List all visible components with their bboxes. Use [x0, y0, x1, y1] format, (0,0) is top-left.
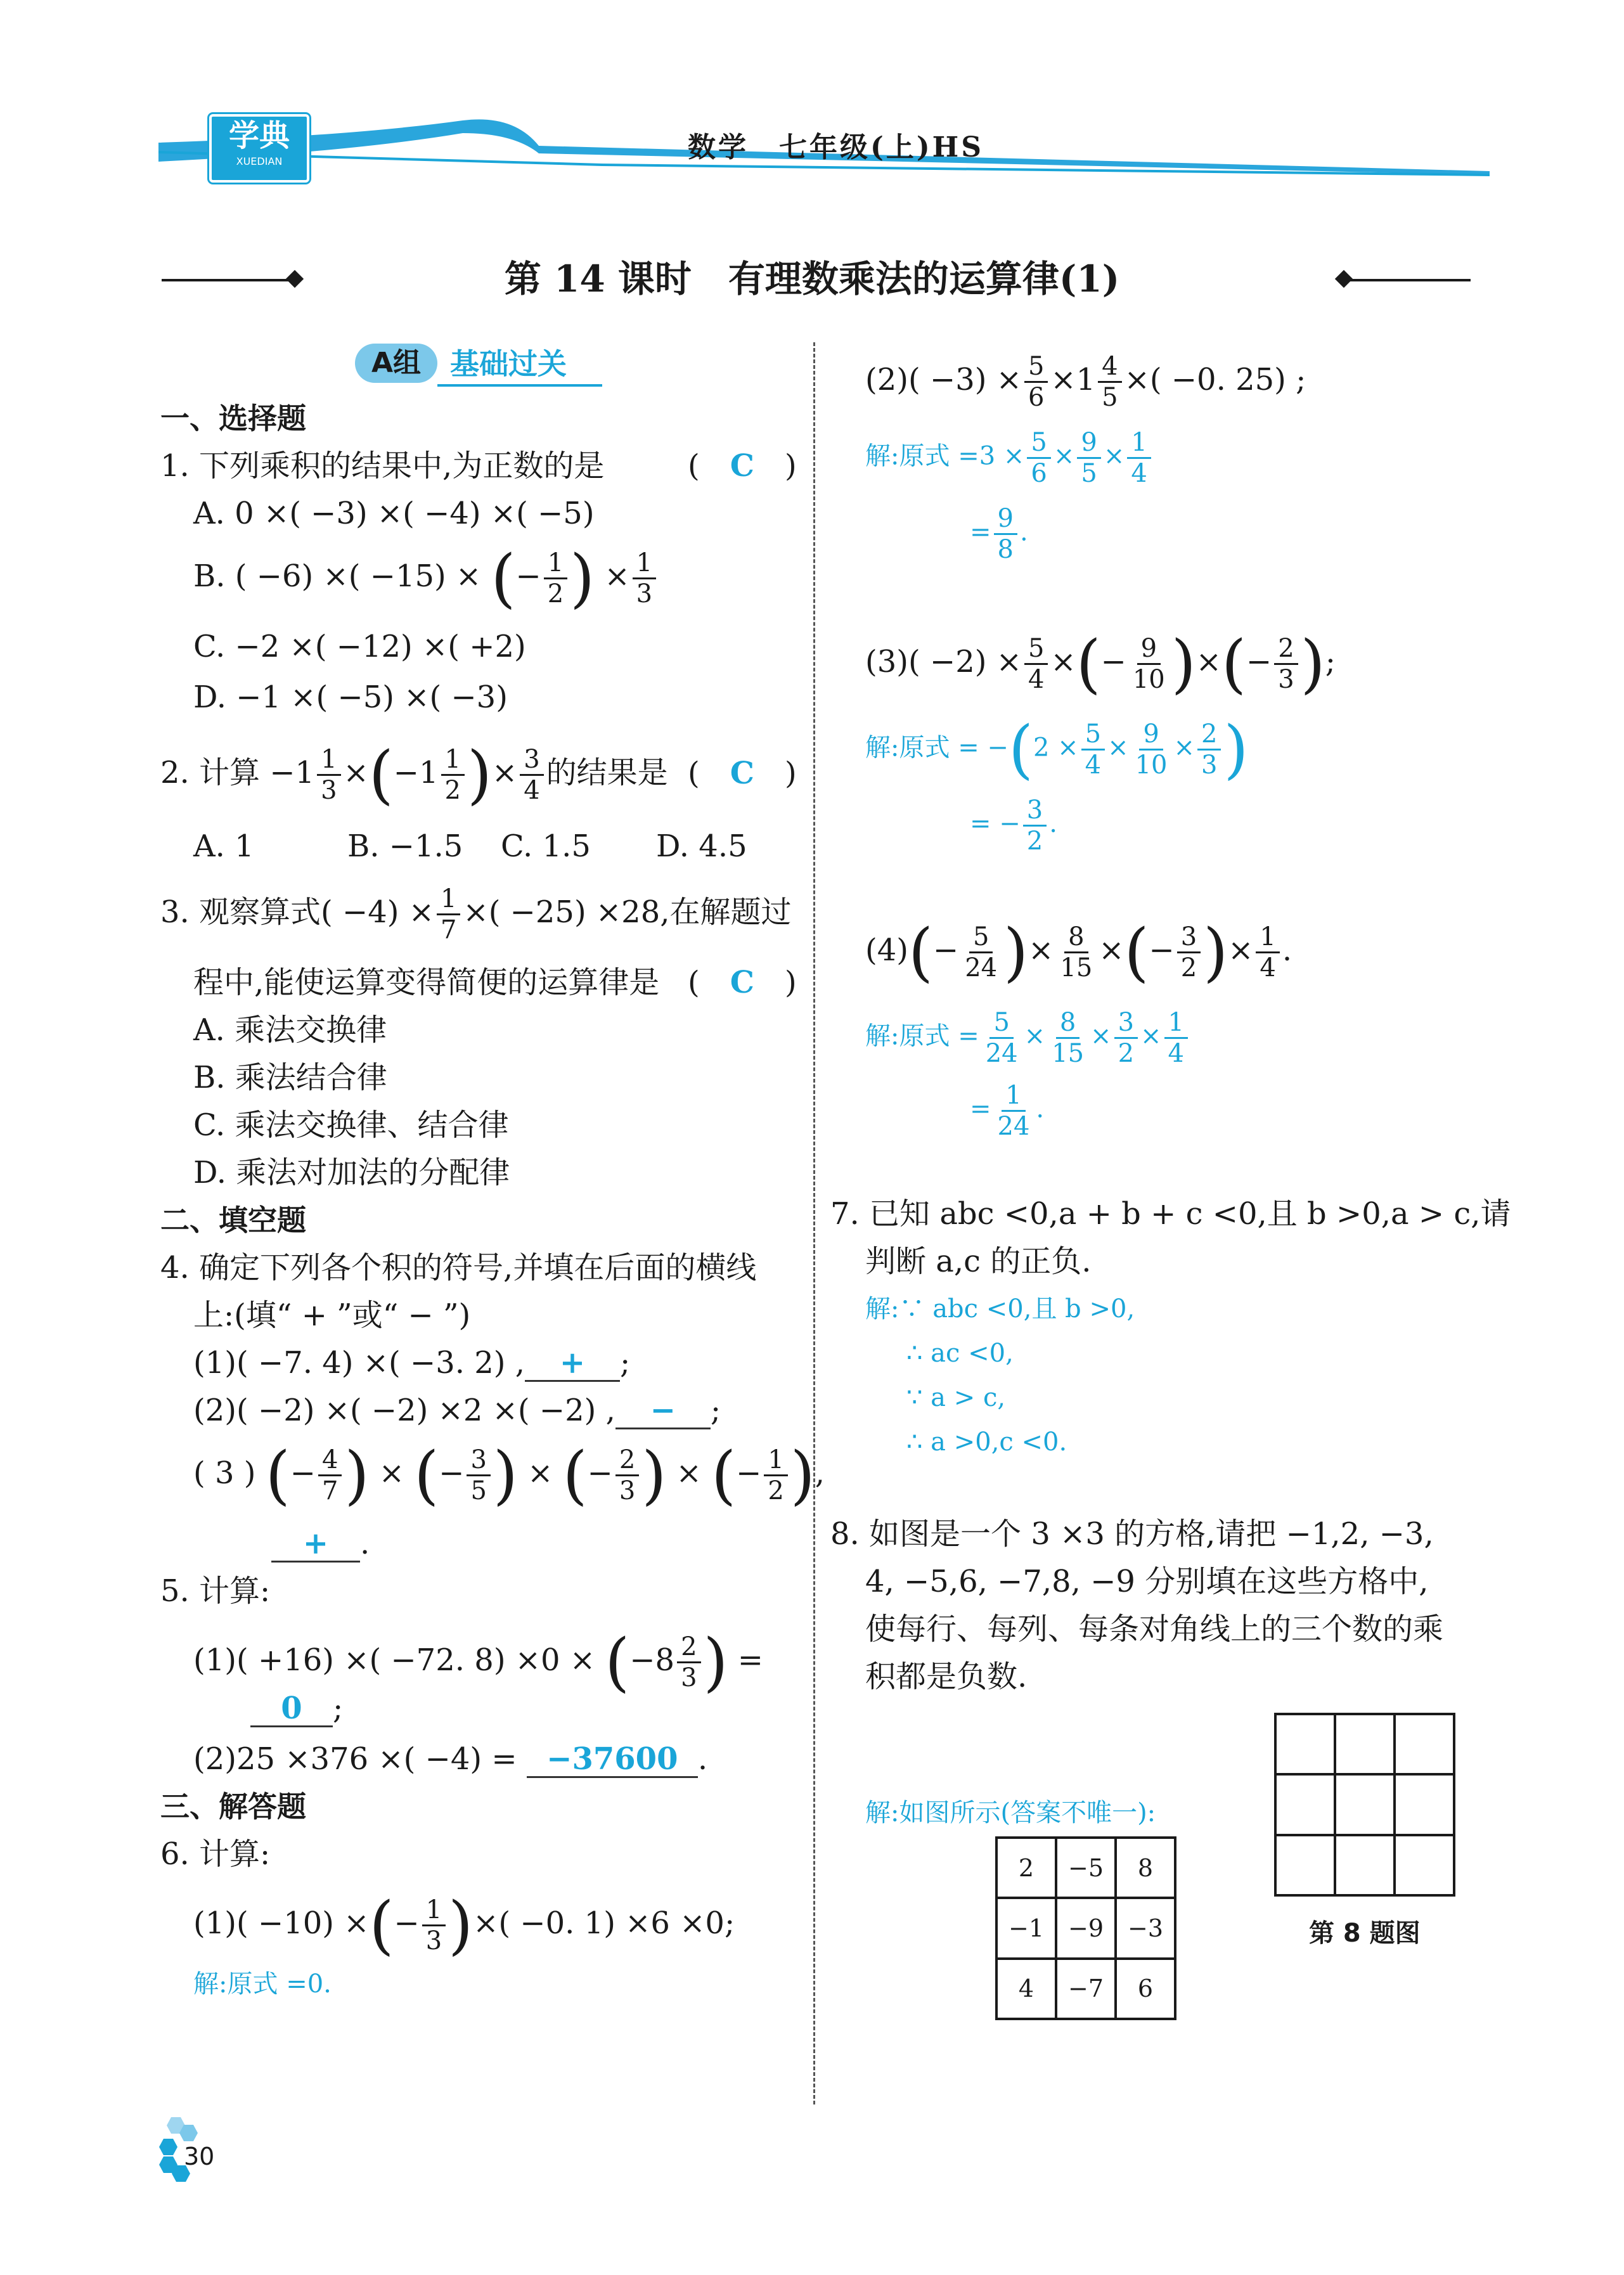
- fraction: $\frac{1}{24}$: [997, 1081, 1030, 1141]
- answer-blank[interactable]: −37600: [527, 1742, 698, 1778]
- grid-cell: 2: [996, 1838, 1056, 1898]
- q1-option-a: A. 0 ×( −3) ×( −4) ×( −5): [193, 496, 595, 531]
- logo: [209, 114, 309, 183]
- grid-cell: 6: [1116, 1959, 1175, 2019]
- q6-part2-solution: 解:原式 =3 × $\frac{5}{6}$ × $\frac{9}{5}$ × $\frac{1}{4}$: [865, 428, 1154, 488]
- fraction: $\frac{9}{10}$: [1135, 719, 1168, 780]
- fraction: $\frac{1}{2}$: [764, 1445, 787, 1505]
- fraction: $\frac{1}{3}$: [422, 1895, 446, 1956]
- q1-answer-bracket: ( C ): [688, 448, 797, 484]
- grid-cell: [1395, 1714, 1454, 1774]
- fraction: $\frac{8}{15}$: [1060, 922, 1093, 983]
- answer-blank[interactable]: +: [271, 1526, 360, 1563]
- q4-line1: 4. 确定下列各个积的符号,并填在后面的横线: [160, 1250, 757, 1286]
- logo-text: 学典: [228, 118, 290, 153]
- q1-option-c: C. −2 ×( −12) ×( +2): [193, 629, 526, 664]
- section-fill: 二、填空题: [160, 1203, 306, 1237]
- q2-answer: C: [730, 756, 754, 791]
- q6-part3-result: = − $\frac{3}{2}$ .: [970, 796, 1057, 856]
- q1-stem: 1. 下列乘积的结果中,为正数的是: [160, 448, 605, 484]
- q1-answer: C: [730, 448, 754, 484]
- q3-option-c: C. 乘法交换律、结合律: [193, 1107, 509, 1143]
- q3-option-a: A. 乘法交换律: [193, 1012, 387, 1048]
- q8-figure-caption: 第 8 题图: [1309, 1919, 1421, 1948]
- column-divider: [813, 342, 815, 2104]
- grid-cell: [1275, 1835, 1335, 1895]
- q2-option-b: B. −1.5: [347, 828, 463, 864]
- grid-cell: 4: [996, 1959, 1056, 2019]
- grid-cell: [1335, 1835, 1395, 1895]
- fraction: $\frac{1}{2}$: [544, 548, 567, 609]
- grid-cell: [1395, 1774, 1454, 1834]
- grid-cell: [1275, 1774, 1335, 1834]
- q2-stem: 2. 计算 −1 $\frac{1}{3}$ ×(−1 $\frac{1}{2}$ )× $\frac{3}{4}$ 的结果是: [160, 737, 668, 812]
- fraction: $\frac{1}{3}$: [317, 745, 340, 805]
- answer-blank[interactable]: +: [525, 1346, 620, 1382]
- section-solve: 三、解答题: [160, 1789, 306, 1824]
- group-label: 基础过关: [450, 347, 567, 381]
- page-number: 30: [184, 2143, 215, 2170]
- q3-line1: 3. 观察算式( −4) × $\frac{1}{7}$ ×( −25) ×28,在解题过: [160, 884, 792, 944]
- fraction: $\frac{1}{4}$: [1256, 922, 1279, 983]
- grid-cell: [1395, 1835, 1454, 1895]
- logo-subtext: XUEDIAN: [236, 155, 283, 167]
- q7-solution-2: ∴ ac <0,: [906, 1339, 1014, 1368]
- fraction: $\frac{1}{7}$: [437, 884, 460, 944]
- group-underline: [437, 384, 602, 387]
- fraction: $\frac{1}{2}$: [441, 745, 465, 805]
- grid-cell: −5: [1056, 1838, 1116, 1898]
- fraction: $\frac{2}{3}$: [615, 1445, 639, 1505]
- q1-option-d: D. −1 ×( −5) ×( −3): [193, 680, 508, 715]
- q2-option-c: C. 1.5: [501, 828, 591, 864]
- grid-cell: −7: [1056, 1959, 1116, 2019]
- q2-option-a: A. 1: [193, 828, 254, 864]
- q3-answer-bracket: ( C ): [688, 965, 797, 1000]
- fraction: $\frac{4}{5}$: [1098, 352, 1121, 412]
- q2-option-d: D. 4.5: [656, 828, 747, 864]
- answer-blank[interactable]: −: [615, 1393, 711, 1429]
- header-subject: 数学 七年级(上)HS: [688, 131, 984, 164]
- q5-stem: 5. 计算:: [160, 1573, 271, 1609]
- q5-part2: (2)25 ×376 ×( −4) = −37600 .: [193, 1741, 708, 1777]
- q3-line2: 程中,能使运算变得简便的运算律是: [193, 965, 660, 1000]
- fraction: $\frac{5}{4}$: [1024, 634, 1048, 694]
- grid-cell: [1335, 1714, 1395, 1774]
- q8-line3: 使每行、每列、每条对角线上的三个数的乘: [865, 1611, 1444, 1647]
- q8-line2: 4, −5,6, −7,8, −9 分别填在这些方格中,: [865, 1564, 1429, 1599]
- q3-answer: C: [730, 965, 754, 1000]
- q2-answer-bracket: ( C ): [688, 756, 797, 791]
- q5-part1-answer: 0 ;: [250, 1689, 343, 1727]
- q3-option-b: B. 乘法结合律: [193, 1060, 387, 1095]
- q6-stem: 6. 计算:: [160, 1836, 271, 1872]
- fraction: $\frac{3}{2}$: [1177, 922, 1201, 983]
- q6-part4: (4)(− $\frac{5}{24}$ )× $\frac{8}{15}$ ×(− $\frac{3}{2}$ )× $\frac{1}{4}$ .: [865, 915, 1292, 989]
- grid-cell: [1275, 1714, 1335, 1774]
- fraction: $\frac{9}{5}$: [1077, 428, 1100, 488]
- fraction: $\frac{2}{3}$: [1197, 719, 1221, 780]
- q4-line2: 上:(填“ + ”或“ − ”): [193, 1298, 471, 1333]
- fraction: $\frac{8}{15}$: [1052, 1008, 1085, 1068]
- grid-cell: −1: [996, 1898, 1056, 1958]
- q6-part1-solution: 解:原式 =0.: [193, 1969, 332, 1999]
- q6-part4-solution: 解:原式 = $\frac{5}{24}$ × $\frac{8}{15}$ × $\frac{3}{2}$ × $\frac{1}{4}$: [865, 1008, 1190, 1068]
- fraction: $\frac{1}{4}$: [1164, 1008, 1188, 1068]
- fraction: $\frac{3}{2}$: [1023, 796, 1047, 856]
- q8-answer-grid: [995, 1836, 1176, 2020]
- fraction: $\frac{2}{3}$: [677, 1632, 700, 1692]
- q6-part1: (1)( −10) ×(− $\frac{1}{3}$ )×( −0. 1) ×6 ×0;: [193, 1888, 735, 1962]
- group-badge: A组: [355, 344, 437, 383]
- fraction: $\frac{3}{5}$: [467, 1445, 490, 1505]
- fraction: $\frac{1}{3}$: [633, 548, 656, 609]
- q4-part3: ( 3 ) (− $\frac{4}{7}$ ) × (− $\frac{3}{5}$ ) × (− $\frac{2}{3}$ ) × (− $\frac{1}{2}$ ),: [193, 1438, 825, 1512]
- q8-figure-grid: [1274, 1713, 1455, 1897]
- q8-solution: 解:如图所示(答案不唯一):: [865, 1798, 1156, 1827]
- fraction: $\frac{4}{7}$: [318, 1445, 342, 1505]
- q6-part2: (2)( −3) × $\frac{5}{6}$ ×1 $\frac{4}{5}$ ×( −0. 25) ;: [865, 352, 1306, 412]
- q7-line1: 7. 已知 abc <0,a + b + c <0,且 b >0,a > c,请: [830, 1196, 1511, 1232]
- fraction: $\frac{5}{24}$: [965, 922, 998, 983]
- fraction: $\frac{5}{24}$: [985, 1008, 1018, 1068]
- q4-part2: (2)( −2) ×( −2) ×2 ×( −2) , − ;: [193, 1393, 721, 1428]
- grid-cell: 8: [1116, 1838, 1175, 1898]
- fraction: $\frac{5}{4}$: [1081, 719, 1105, 780]
- fraction: $\frac{3}{2}$: [1114, 1008, 1138, 1068]
- q7-solution-4: ∴ a >0,c <0.: [906, 1428, 1067, 1457]
- q6-part2-result: = $\frac{9}{8}$ .: [970, 504, 1028, 564]
- lesson-title: 第 14 课时 有理数乘法的运算律(1): [504, 257, 1120, 300]
- q8-line4: 积都是负数.: [865, 1659, 1028, 1694]
- q1-option-b-text: B. ( −6) ×( −15) ×: [193, 558, 482, 594]
- fraction: $\frac{5}{6}$: [1027, 428, 1050, 488]
- fraction: $\frac{5}{6}$: [1024, 352, 1048, 412]
- q6-part3: (3)( −2) × $\frac{5}{4}$ ×(− $\frac{9}{10}$ )×(− $\frac{2}{3}$ );: [865, 626, 1336, 701]
- grid-cell: [1335, 1774, 1395, 1834]
- q4-part1: (1)( −7. 4) ×( −3. 2) , + ;: [193, 1345, 631, 1381]
- fraction: $\frac{9}{10}$: [1132, 634, 1165, 694]
- header: [0, 0, 1624, 190]
- q1-option-b: B. ( −6) ×( −15) × (− $\frac{1}{2}$ ) × $\frac{1}{3}$: [193, 548, 659, 609]
- q5-part1: (1)( +16) ×( −72. 8) ×0 × (−8 $\frac{2}{3}$ ) =: [193, 1625, 764, 1699]
- section-choice: 一、选择题: [160, 401, 306, 435]
- q4-part3-answer: + .: [271, 1524, 370, 1563]
- fraction: $\frac{1}{4}$: [1127, 428, 1150, 488]
- q7-line2: 判断 a,c 的正负.: [865, 1244, 1092, 1279]
- fraction: $\frac{2}{3}$: [1274, 634, 1298, 694]
- q6-part4-result: = $\frac{1}{24}$ .: [970, 1081, 1045, 1141]
- q8-line1: 8. 如图是一个 3 ×3 的方格,请把 −1,2, −3,: [830, 1516, 1434, 1552]
- q3-option-d: D. 乘法对加法的分配律: [193, 1155, 510, 1190]
- fraction: $\frac{3}{4}$: [520, 745, 543, 805]
- grid-cell: −9: [1056, 1898, 1116, 1958]
- q6-part3-solution: 解:原式 = −(2 × $\frac{5}{4}$ × $\frac{9}{10}$ × $\frac{2}{3}$ ): [865, 712, 1249, 787]
- q7-solution-3: ∵ a > c,: [906, 1383, 1006, 1412]
- fraction: $\frac{9}{8}$: [994, 504, 1017, 564]
- answer-blank[interactable]: 0: [250, 1691, 333, 1727]
- q7-solution-1: 解:∵ abc <0,且 b >0,: [865, 1294, 1135, 1324]
- group-heading: [355, 342, 602, 387]
- grid-cell: −3: [1116, 1898, 1175, 1958]
